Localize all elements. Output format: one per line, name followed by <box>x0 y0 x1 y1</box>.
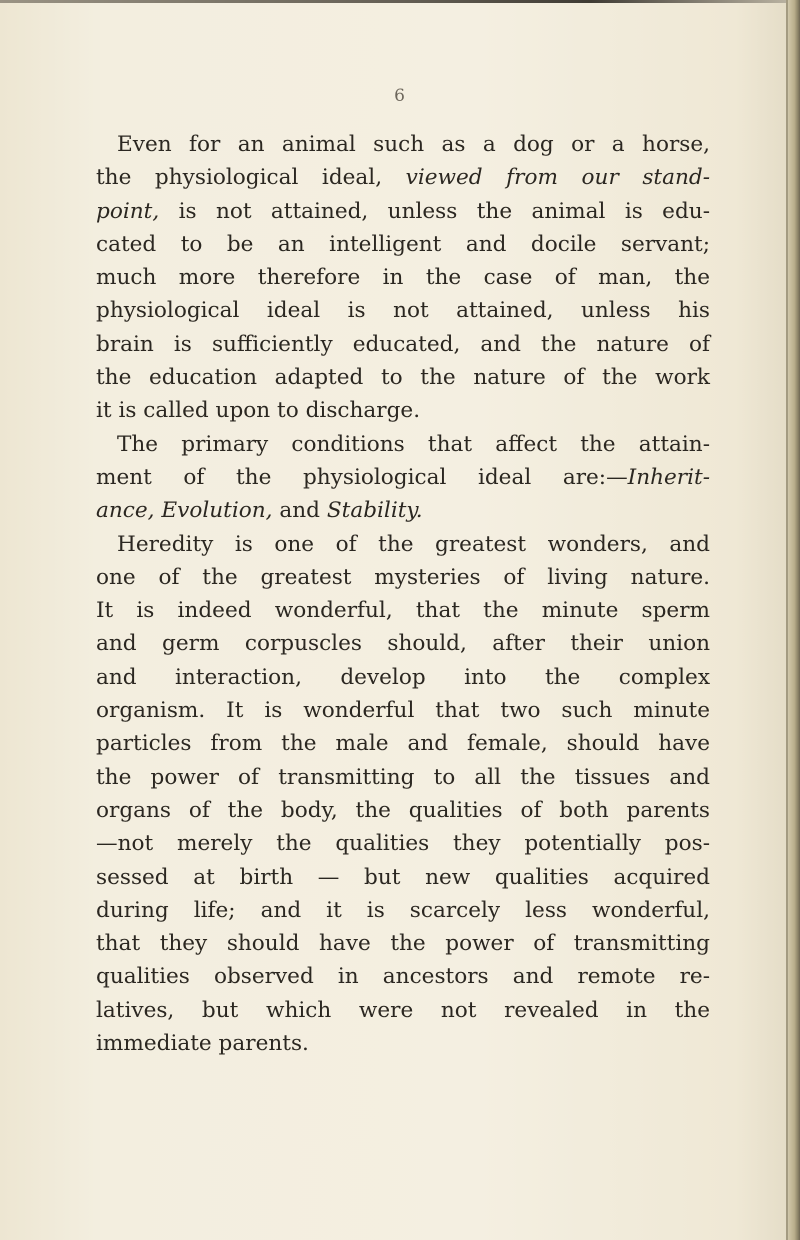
text-line-11-italic: Inherit- <box>627 464 710 490</box>
text-line-24: during life; and it is scarcely less wonderful, <box>96 897 710 923</box>
text-line-23: sessed at birth — but new qualities acquired <box>96 864 710 890</box>
text-line-8: the education adapted to the nature of the work <box>96 365 710 391</box>
page-right-edge <box>786 0 800 1240</box>
top-edge-rule <box>0 0 786 3</box>
text-line-4: cated to be an intelligent and docile servant; <box>96 231 710 257</box>
text-line-6: physiological ideal is not attained, unless his <box>96 298 710 324</box>
text-line-21: organs of the body, the qualities of both parents <box>96 797 710 823</box>
text-line-15: It is indeed wonderful, that the minute sperm <box>96 598 710 624</box>
text-line-27: latives, but which were not revealed in the <box>96 997 710 1023</box>
text-line-28: immediate parents. <box>96 1031 309 1057</box>
page-number: 6 <box>394 86 406 106</box>
text-line-25: that they should have the power of transmitting <box>96 931 710 957</box>
text-line-26: qualities observed in ancestors and remote re- <box>96 964 710 990</box>
page-edge-shadow <box>786 0 788 1240</box>
text-line-2 <box>96 161 710 194</box>
text-line-12-roman: and <box>272 498 327 524</box>
text-line-13: Heredity is one of the greatest wonders, and <box>117 531 710 557</box>
text-line-2-roman: the physiological ideal, <box>96 165 406 191</box>
text-line-3-italic: point, <box>96 198 160 224</box>
text-line-5: much more therefore in the case of man, the <box>96 265 710 291</box>
text-line-11-roman: ment of the physiological ideal are:— <box>96 464 628 490</box>
text-line-2-italic: viewed from our stand- <box>405 165 710 191</box>
text-line-19: particles from the male and female, should have <box>96 731 710 757</box>
text-line-11 <box>96 461 710 494</box>
text-line-3-roman: is not attained, unless the animal is edu- <box>159 198 710 224</box>
text-line-20: the power of transmitting to all the tissues and <box>96 764 710 790</box>
text-line-12-italic-a: ance, Evolution, <box>96 498 273 524</box>
text-line-3 <box>96 195 710 228</box>
text-line-7: brain is sufficiently educated, and the nature of <box>96 331 710 357</box>
text-line-14: one of the greatest mysteries of living nature. <box>96 564 710 590</box>
text-line-12 <box>96 494 710 527</box>
body-text <box>96 128 710 1060</box>
text-line-16: and germ corpuscles should, after their union <box>96 631 710 657</box>
text-line-9: it is called upon to discharge. <box>96 398 421 424</box>
text-line-17: and interaction, develop into the complex <box>96 664 710 690</box>
text-line-12-italic-b: Stability. <box>326 498 423 524</box>
text-line-10: The primary conditions that affect the attain- <box>117 431 710 457</box>
text-line-18: organism. It is wonderful that two such minute <box>96 698 710 724</box>
text-line-1: Even for an animal such as a dog or a horse, <box>117 132 710 157</box>
text-line-22: —not merely the qualities they potentially pos- <box>96 831 710 857</box>
